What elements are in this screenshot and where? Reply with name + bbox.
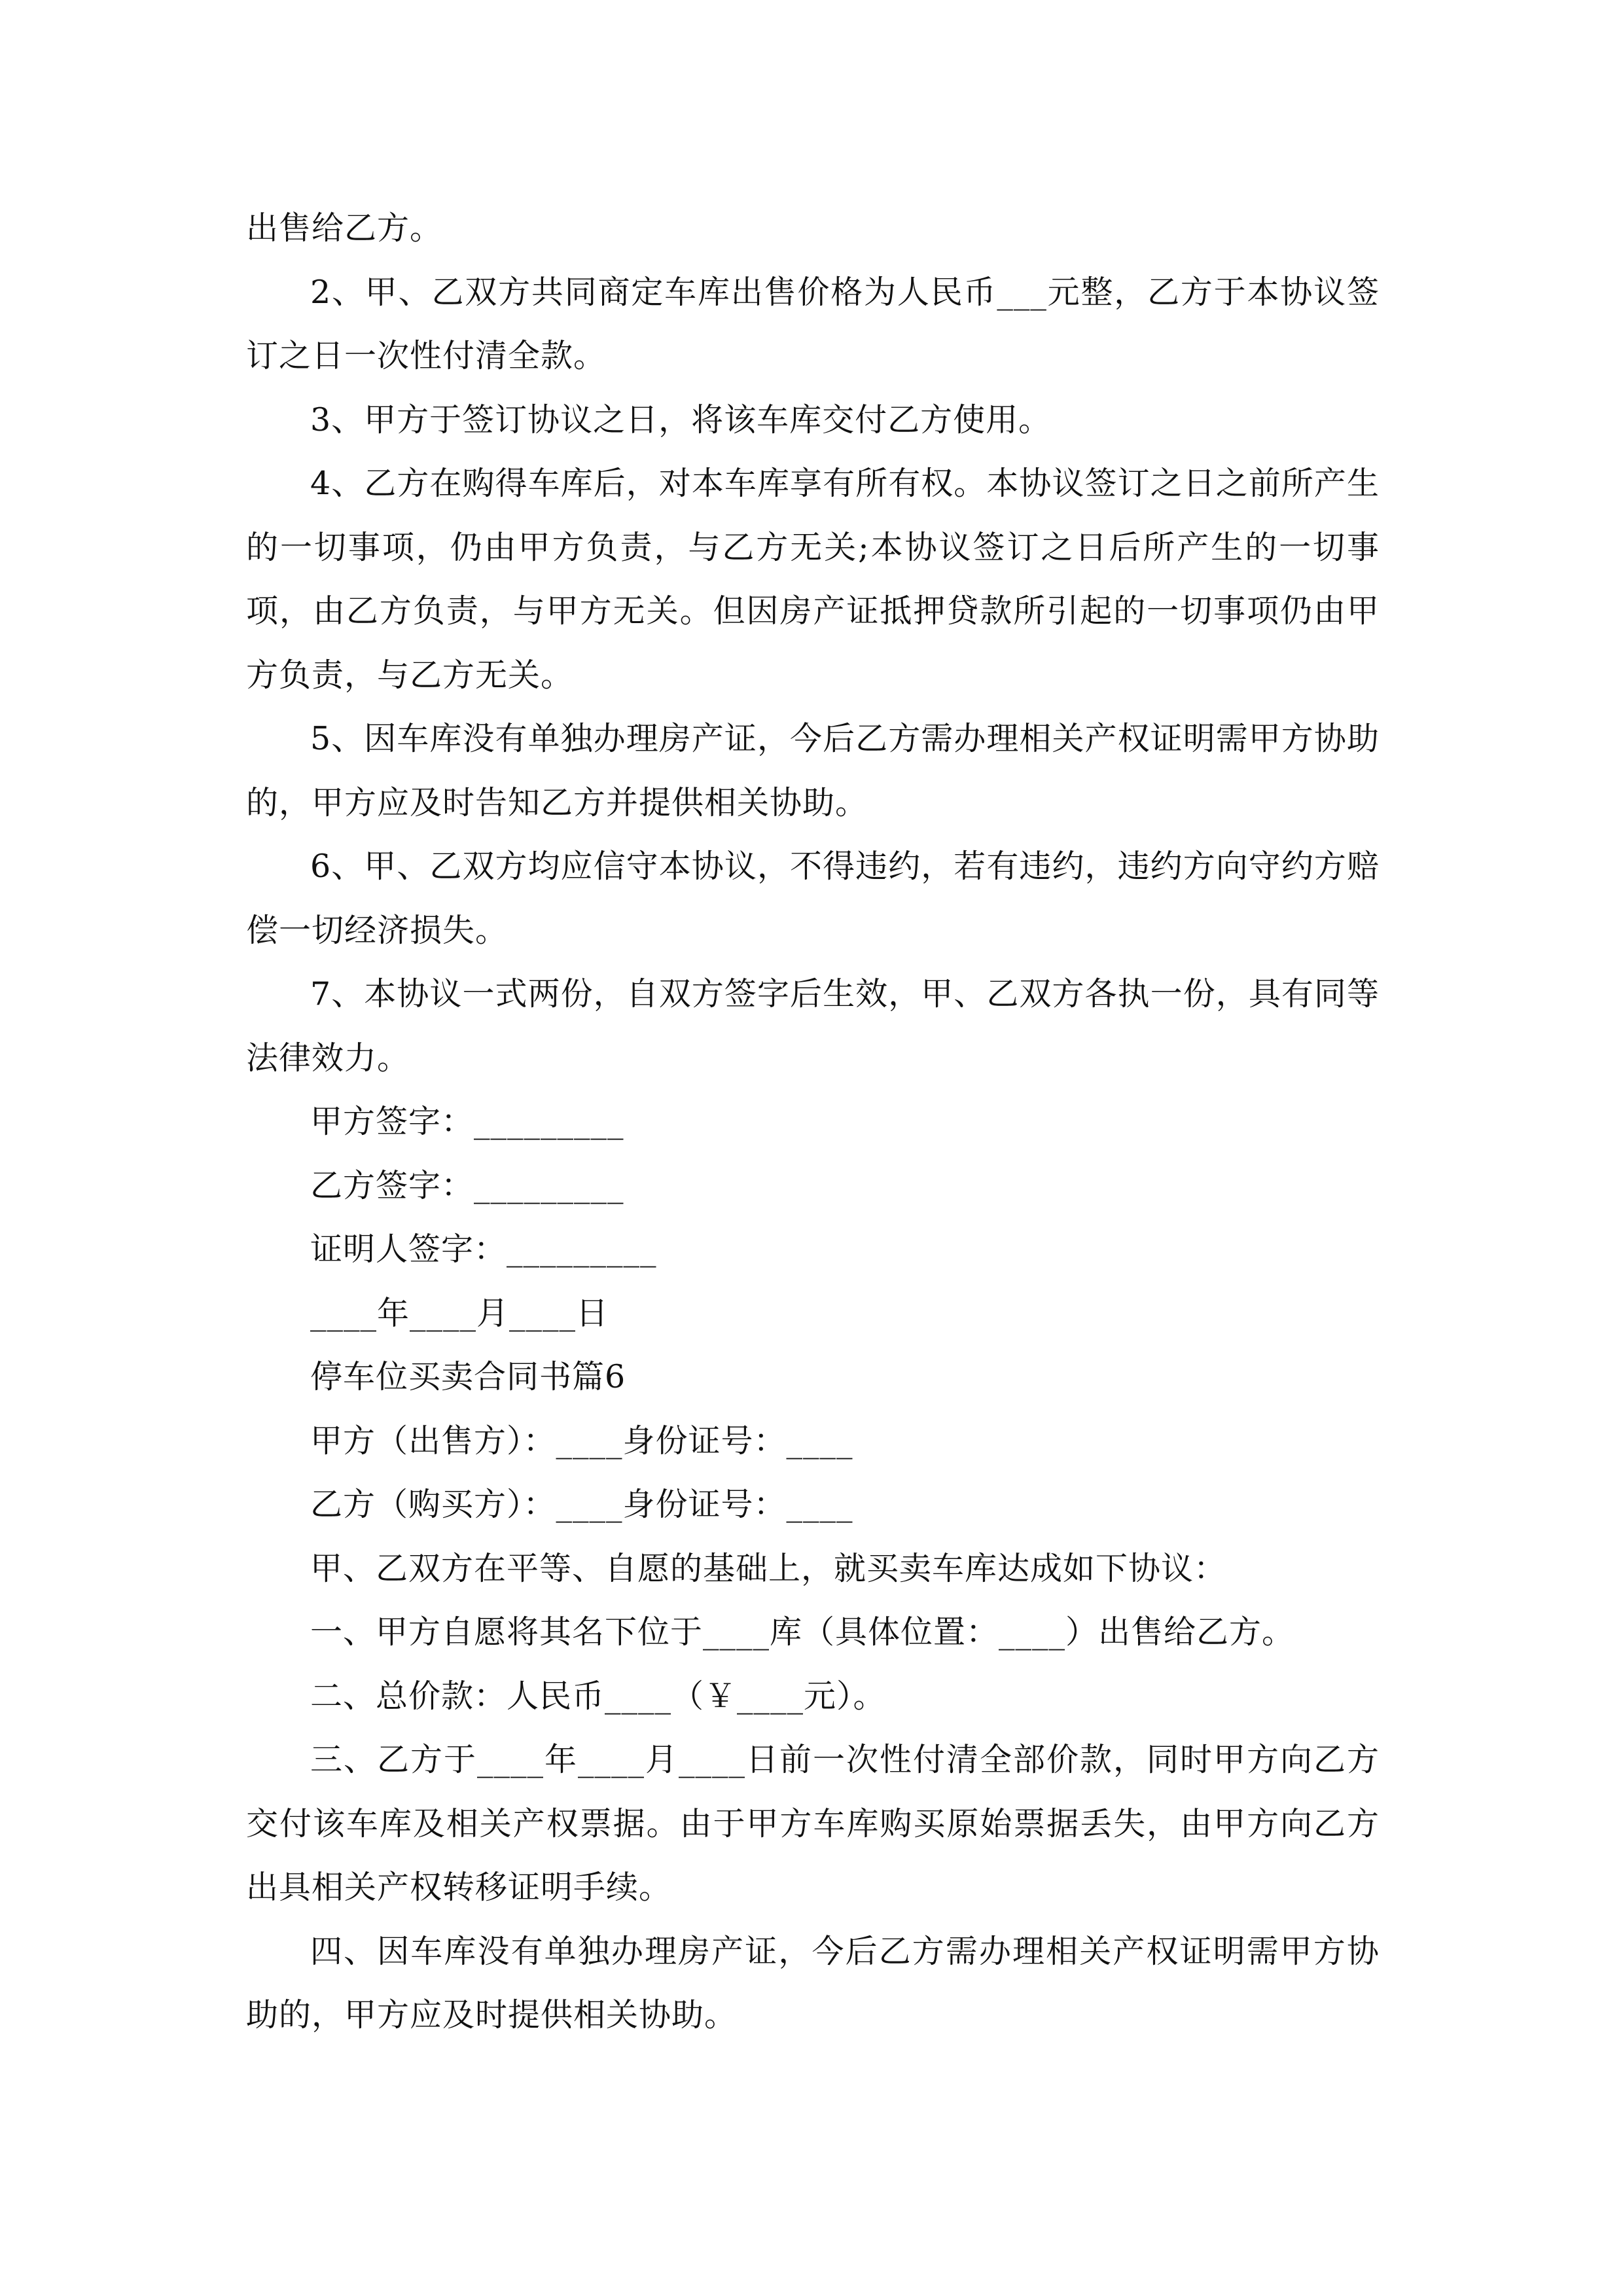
document-body xyxy=(246,196,1380,2047)
paragraph-clause-3: 3、甲方于签订协议之日，将该车库交付乙方使用。 xyxy=(310,401,1052,439)
paragraph-continuation: 出售给乙方。 xyxy=(246,209,443,247)
signature-date: ____年____月____日 xyxy=(310,1294,609,1332)
paragraph-clause-4: 4、乙方在购得车库后，对本车库享有所有权。本协议签订之日之前所产生的一切事项，仍由甲方负责，与乙方无关;本协议签订之日后所产生的一切事项，由乙方负责，与甲方无关。但因房产证抵押贷款所引起的一切事项仍由甲方负责，与乙方无关。 xyxy=(246,465,1380,694)
clause-three: 三、乙方于____年____月____日前一次性付清全部价款，同时甲方向乙方交付该车库及相关产权票据。由于甲方车库购买原始票据丢失，由甲方向乙方出具相关产权转移证明手续。 xyxy=(246,1741,1380,1906)
clause-two: 二、总价款：人民币____（￥____元）。 xyxy=(310,1677,886,1715)
party-b-signature: 乙方签字：_________ xyxy=(310,1166,624,1204)
paragraph-clause-5: 5、因车库没有单独办理房产证，今后乙方需办理相关产权证明需甲方协助的，甲方应及时告知乙方并提供相关协助。 xyxy=(246,720,1380,821)
section-title: 停车位买卖合同书篇6 xyxy=(310,1358,626,1395)
clause-four: 四、因车库没有单独办理房产证，今后乙方需办理相关产权证明需甲方协助的，甲方应及时提供相关协助。 xyxy=(246,1932,1380,2034)
paragraph-clause-2: 2、甲、乙双方共同商定车库出售价格为人民币___元整，乙方于本协议签订之日一次性付清全款。 xyxy=(246,273,1380,374)
paragraph-clause-6: 6、甲、乙双方均应信守本协议，不得违约，若有违约，违约方向守约方赔偿一切经济损失。 xyxy=(246,848,1380,949)
witness-signature: 证明人签字：_________ xyxy=(310,1230,657,1268)
buyer-line: 乙方（购买方）：____身份证号：____ xyxy=(310,1486,853,1523)
seller-line: 甲方（出售方）：____身份证号：____ xyxy=(310,1422,853,1460)
agreement-intro: 甲、乙双方在平等、自愿的基础上，就买卖车库达成如下协议： xyxy=(310,1549,1227,1587)
clause-one: 一、甲方自愿将其名下位于____库（具体位置：____）出售给乙方。 xyxy=(310,1613,1295,1651)
party-a-signature: 甲方签字：_________ xyxy=(310,1103,624,1140)
paragraph-clause-7: 7、本协议一式两份，自双方签字后生效，甲、乙双方各执一份，具有同等法律效力。 xyxy=(246,975,1380,1077)
